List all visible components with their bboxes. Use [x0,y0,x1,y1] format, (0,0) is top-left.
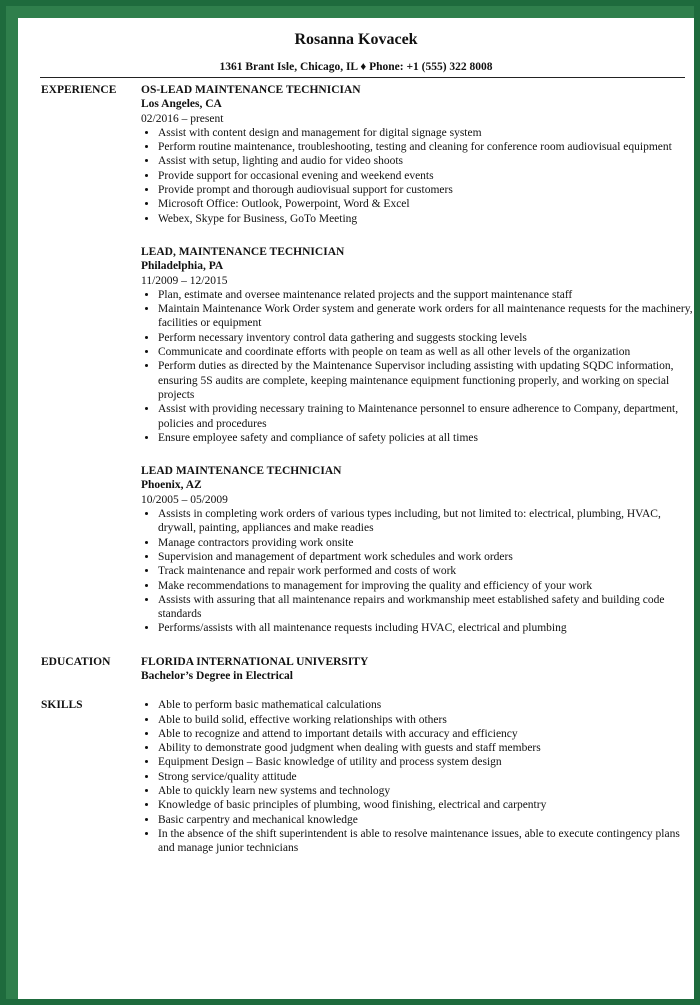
skill-item: • Basic carpentry and mechanical knowledge [158,813,694,827]
bullet-item: • Maintain Maintenance Work Order system and generate work orders for all maintenance requests for the machinery, facilities or equipment [158,302,694,331]
resume-page [18,18,694,999]
contact-info: 1361 Brant Isle, Chicago, IL ♦ Phone: +1 (555) 322 8008 [219,61,493,73]
degree: Bachelor’s Degree in Electrical [141,669,293,682]
bullet-item: • Provide prompt and thorough audiovisual support for customers [158,183,694,197]
bullet-item: • Assist with setup, lighting and audio for video shoots [158,154,694,168]
bullet-item: • Assist with providing necessary training to Maintenance personnel to ensure adherence to Company, department, policies and procedures [158,402,694,431]
bullet-item: • Perform routine maintenance, troubleshooting, testing and cleaning for conference room audiovisual equipment [158,140,694,154]
job-title: OS-LEAD MAINTENANCE TECHNICIAN [141,84,361,96]
bullet-item: • Webex, Skype for Business, GoTo Meeting [158,212,694,226]
skill-item: • Able to build solid, effective working relationships with others [158,713,694,727]
bullet-item: • Supervision and management of department work schedules and work orders [158,550,694,564]
job-bullets [141,288,694,445]
skill-item: • Strong service/quality attitude [158,770,694,784]
skill-item: • Equipment Design – Basic knowledge of utility and process system design [158,755,694,769]
section-title-skills: SKILLS [41,699,83,712]
header-divider [40,77,685,78]
bullet-item: • Communicate and coordinate efforts with people on team as well as all other levels of the organization [158,345,694,359]
bullet-item: • Track maintenance and repair work performed and costs of work [158,564,694,578]
job-title: LEAD MAINTENANCE TECHNICIAN [141,465,342,478]
skill-item: • Able to perform basic mathematical calculations [158,698,694,712]
experience-section [18,83,694,636]
skills-list [141,698,694,855]
skill-item: • Ability to demonstrate good judgment when dealing with guests and staff members [158,741,694,755]
resume-header [18,18,694,74]
bullet-item: • Plan, estimate and oversee maintenance related projects and the support maintenance staff [158,288,694,302]
section-title-education: EDUCATION [41,655,111,668]
job-location: Los Angeles, CA [141,98,222,111]
education-section [18,655,694,684]
skill-item: • Able to quickly learn new systems and technology [158,784,694,798]
job-location: Philadelphia, PA [141,260,224,273]
job-dates: 02/2016 – present [141,112,224,125]
job-dates: 10/2005 – 05/2009 [141,493,228,506]
bullet-item: • Ensure employee safety and compliance of safety policies at all times [158,431,694,445]
bullet-item: • Perform necessary inventory control data gathering and suggests stocking levels [158,331,694,345]
skill-item: • In the absence of the shift superintendent is able to resolve maintenance issues, able to execute contingency plans and manage junior technicians [158,827,694,856]
bullet-item: • Make recommendations to management for improving the quality and efficiency of your work [158,579,694,593]
bullet-item: • Performs/assists with all maintenance requests including HVAC, electrical and plumbing [158,621,694,635]
bullet-item: • Assists with assuring that all maintenance repairs and workmanship meet established safety and building code standards [158,593,694,622]
bullet-item: • Assist with content design and management for digital signage system [158,126,694,140]
section-title-experience: EXPERIENCE [41,84,117,96]
job-entry [141,245,694,445]
bullet-item: • Perform duties as directed by the Maintenance Supervisor including assisting with updating SQDC information, ensuring 5S audits are complete, keeping maintenance equipment functioning properly, and working on special projects [158,359,694,402]
skills-section [18,698,694,855]
candidate-name: Rosanna Kovacek [294,31,418,48]
bullet-item: • Assists in completing work orders of various types including, but not limited to: electrical, plumbing, HVAC, drywall, painting, appliances and make readies [158,507,694,536]
school-name: FLORIDA INTERNATIONAL UNIVERSITY [141,655,369,668]
job-title: LEAD, MAINTENANCE TECHNICIAN [141,245,345,258]
job-dates: 11/2009 – 12/2015 [141,274,228,287]
bullet-item: • Microsoft Office: Outlook, Powerpoint, Word & Excel [158,197,694,211]
bullet-item: • Manage contractors providing work onsite [158,536,694,550]
skill-item: • Knowledge of basic principles of plumbing, wood finishing, electrical and carpentry [158,798,694,812]
job-entry [141,83,694,226]
job-location: Phoenix, AZ [141,479,202,492]
job-bullets [141,507,694,636]
job-entry [141,464,694,636]
page-border [6,6,694,999]
job-bullets [141,126,694,226]
bullet-item: • Provide support for occasional evening and weekend events [158,169,694,183]
skill-item: • Able to recognize and attend to important details with accuracy and efficiency [158,727,694,741]
